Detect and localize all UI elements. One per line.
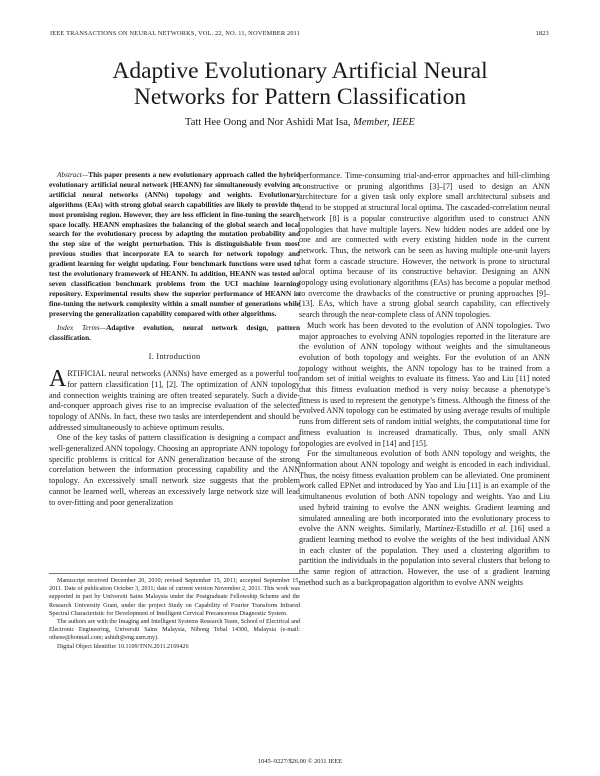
body-paragraph-1: performance. Time-consuming trial-and-error approaches and hill-climbing constructive or pruning algorithms [3]–[7] used to design an ANN architecture for a given task only explore small architectural subsets and tend to be stopped at structural local optima. The cascaded-correlation neural network [8] is a popular constructive algorithm used to construct ANN topologies that have multiple layers. New hidden nodes are added one by one and are connected with every existing hidden node in the current network. Thus, the network can be seen as having multiple one-unit layers that form a cascade structure. However, the network is prone to structural local optima because of its constructive behavior. Designing an ANN topology using evolutionary algorithms (EAs) has become a popular method to overcome the drawbacks of the constructive or pruning approaches [9]–[13]. EAs, which have a strong global search capability, can effectively search through the near-complete class of ANN topologies. bbox=[299, 171, 550, 320]
author-names: Tatt Hee Oong and Nor Ashidi Mat Isa, bbox=[185, 117, 351, 128]
intro-text-1: neural networks (ANNs) have emerged as a powerful tool for pattern classification [1], [2]. The optimization of ANN topology and connection weights training are often treated separately. Such a divide-and-conquer approach gives rise to an imprecise evaluation of the selected topology of ANNs. In fact, these two tasks are interdependent and should be addressed simultaneously to achieve optimum results. bbox=[49, 369, 300, 432]
body-paragraph-2: Much work has been devoted to the evolution of ANN topologies. Two major approaches to evolving ANN topologies reported in the literature are the evolution of ANN topology without weights and the simultaneous evolution of both topology and weights. For the evolution of an ANN topology without weights, the ANN topology has to be trained from a random set of initial weights to evaluate its fitness. Yao and Liu [11] noted that this fitness evaluation method is very noisy because a phenotype’s fitness is used to represent the genotype’s fitness. Although the fitness of the evolved ANN topology can be estimated by using average results of multiple runs from different sets of random initial weights, the computational time for fitness evaluation is increased dramatically. Thus, only small ANN topologies are evolved in [14] and [15]. bbox=[299, 320, 550, 448]
right-column bbox=[299, 171, 550, 588]
abstract bbox=[49, 170, 300, 319]
running-header bbox=[50, 30, 549, 37]
author-line bbox=[0, 117, 600, 128]
index-terms bbox=[49, 323, 300, 343]
abstract-lead: Abstract— bbox=[57, 170, 89, 179]
intro-paragraph-2: One of the key tasks of pattern classification is designing a compact and well-generalized ANN topology. Choosing an appropriate ANN topology for specific problems is critical for ANN generalization because of the strong correlation between the information processing capability and the ANN topology. An excessively small network size suggests that the problem cannot be learned well, whereas an excessively large network size will lead to over-fitting and poor generalization bbox=[49, 433, 300, 507]
paper-title bbox=[0, 58, 600, 110]
index-terms-text: Adaptive evolution, neural network design, pattern classification. bbox=[49, 322, 300, 342]
footnotes bbox=[49, 577, 300, 651]
footnote-manuscript: Manuscript received December 20, 2010; revised September 15, 2011; accepted September 15, 2011. Date of publication October 3, 2011; date of current version November 2, 2011. This work was supported in part by Universiti Sains Malaysia under the Postgraduate Fellowship Scheme and the Research University Grant, under the project Study on Capability of Fourier Transform Infrared Spectral Characteristic for Development of Intelligent Cervical Precancerous Diagnostic System. bbox=[49, 578, 300, 617]
title-line-2: Networks for Pattern Classification bbox=[133, 84, 467, 110]
body-paragraph-3b: [16] used a gradient learning method to evolve the weights of the best individual ANN in each cluster of the population. They used a clustering algorithm to partition the individuals in the population into several clusters that belong to the same region of attraction. However, the use of a gradient learning method such as a backpropagation algorithm to evolve ANN weights bbox=[299, 524, 551, 587]
intro-smallcaps: RTIFICIAL bbox=[67, 369, 106, 379]
abstract-text: This paper presents a new evolutionary approach called the hybrid evolutionary artificial neural network (HEANN) for simultaneously evolving an artificial neural networks (ANNs) topology and weights. Evolutionary algorithms (EAs) with strong global search capabilities are likely to provide the most promising region. However, they are less efficient in fine-tuning the search space locally. HEANN emphasizes the balancing of the global search and local search for the evolutionary process by adapting the mutation probability and the step size of the weight perturbation. This is distinguishable from most previous studies that incorporate EA to search for network topology and gradient learning for weight updating. Four benchmark functions were used to test the evolutionary framework of HEANN. In addition, HEANN was tested on seven classification benchmark problems from the UCI machine learning repository. Experimental results show the superior performance of HEANN in fine-tuning the network complexity within a small number of generations while preserving the generalization capability compared with other algorithms. bbox=[49, 170, 300, 318]
citation-etal: et al. bbox=[489, 524, 508, 534]
left-column bbox=[49, 170, 300, 508]
title-line-1: Adaptive Evolutionary Artificial Neural bbox=[112, 58, 488, 84]
footnote-affiliation: The authors are with the Imaging and Intelligent Systems Research Team, School of Electrical and Electronic Engineering, Universiti Sains Malaysia, Nibong Tebal 14300, Malaysia (e-mail: otheee@hotmail.com; ashidi@eng.usm.my). bbox=[49, 619, 300, 642]
section-heading: I. Introduction bbox=[148, 352, 201, 362]
index-terms-lead: Index Terms— bbox=[57, 322, 107, 332]
footnote-rule bbox=[49, 573, 300, 574]
intro-paragraph-1 bbox=[49, 366, 300, 433]
journal-info: IEEE TRANSACTIONS ON NEURAL NETWORKS, VOL. 22, NO. 11, NOVEMBER 2011 bbox=[50, 30, 301, 37]
page-number: 1823 bbox=[535, 30, 549, 37]
author-membership: Member, IEEE bbox=[353, 117, 415, 128]
footnote-doi: Digital Object Identifier 10.1109/TNN.2011.2169426 bbox=[57, 643, 189, 650]
body-paragraph-3a: For the simultaneous evolution of both ANN topology and weights, the information about ANN topology and weight is encoded in each individual. Thus, the noisy fitness evaluation problem can be alleviated. One prominent work called EPNet and introduced by Yao and Liu [11] is an example of the simultaneous evolution of both ANN topology and weights. Yao and Liu used hybrid training to evolve the ANN weights. Gradient learning and simulated annealing are both incorporated into the evolutionary process to evolve the ANN weights. Similarly, Martínez-Estudillo bbox=[299, 449, 550, 534]
copyright-footer: 1045–9227/$26.00 © 2011 IEEE bbox=[257, 758, 343, 765]
drop-cap: A bbox=[49, 366, 67, 393]
body-paragraph-3 bbox=[299, 449, 550, 588]
